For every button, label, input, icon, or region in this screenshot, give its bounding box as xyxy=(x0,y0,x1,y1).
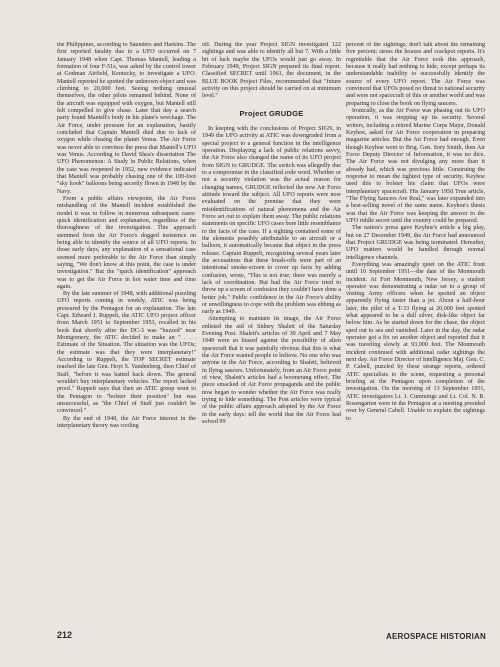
paragraph: Everything was amazingly quiet on the ATIC front until 10 September 1951—the date of the Monmouth incident. At Fort Monmouth, New Jersey, a student operator was demonstrating a radar set to a group of visiting Army officers when he spotted an object apparently flying faster than a jet. About a half-hour later, the pilot of a T-33 flying at 20,000 feet spotted what appeared to be a dull silver, disk-like object far below him. As he started down for the chase, the object sped out to sea and vanished. Later in the day, the radar operator got a fix on another object and reported that it was traveling slowly at 93,000 feet. The Monmouth incident continued with additional radar sightings the next day. Air Force Director of Intelligence Maj. Gen. C. P. Cabell, puzzled by these strange reports, ordered ATIC specialists to the scene, requesting a personal briefing at the Pentagon upon completion of the investigation. On the morning of 13 September 1951, ATIC investigators Lt. J. Cummings and Lt. Col. N. R. Rosengarten were in the Pentagon at a meeting presided over by General Cabell. Unable to explain the sightings to xyxy=(346,261,485,422)
text-column-2 xyxy=(202,42,341,627)
paragraph: percent of the sightings; don't talk about the remaining five percent; stress the hoaxes and crackpot reports. It's regrettable that the Air Force took this approach, because it really had nothing to hide, except perhaps its understandable inability to successfully identify the source of every UFO report. The Air Force was convinced that UFOs posed no threat to national security and were not spacecraft of this or another world and was preparing to close the book on flying saucers. xyxy=(346,42,485,107)
paragraph: In keeping with the conclusions of Project SIGN, in 1949 the UFO activity at ATIC was downgraded from a special project to a general function in the intelligence operation. Displaying a lack of public relations savvy, the Air Force also changed the name of its UFO project from SIGN to GRUDGE. The switch was allegedly due to a compromise in the classified code word. Whether or not a security violation was the actual reason for changing names, GRUDGE reflected the new Air Force attitude toward the subject. All UFO reports were now evaluated on the premise that they were misidentifications of natural phenomena and the Air Force set out to explain them away. The public relations statements on specific UFO cases bore little resemblance to the facts of the case. If a sighting contained some of the elements possibly attributable to an aircraft or a balloon, it automatically became that object in the press release. Captain Ruppelt, recognizing several years later the accusations that these brush-offs were part of an intentional smoke-screen to cover up facts by adding confusion, wrote, "This is not true; there was merely a lack of coordination. But had the Air Force tried to throw up a screen of confusion they couldn't have done a better job." Public confidence in the Air Force's ability or unwillingness to cope with the problem was ebbing as early as 1949. xyxy=(202,125,341,316)
page-number: 212 xyxy=(57,630,73,640)
publication-title: AEROSPACE HISTORIAN xyxy=(386,632,486,641)
paragraph: off. During the year Project SIGN investigated 122 sightings and was able to identify all but 7. With a little bit of luck maybe the UFOs would just go away. In February 1949, Project SIGN prepared its final report. Classified SECRET until 1961, the document, in the BLUE BOOK Project Files, recommended that "future activity on this project should be carried on at minimum level." xyxy=(202,42,341,100)
paragraph: By the end of 1948, the Air Force interest in the interplanetary theory was cooling xyxy=(57,415,196,430)
paragraph: Ironically, as the Air Force was phasing out its UFO operation, it was stepping up its security. Several writers, including a retired Marine Corps Major, Donald Keyhoe, asked for Air Force cooperation in preparing magazine articles. But the Air Force had enough. Even though Keyhoe went to Brig. Gen. Sory Smith, then Air Force Deputy Director of Information, it was no dice. The Air Force was not divulging any more than it already had, which was precious little. Construing the response to mean the tightest type of security, Keyhoe used this to bolster his claim that UFOs were interplanetary spacecraft. His January 1950 True article, "The Flying Saucers Are Real," was later expanded into a best-selling novel of the same name. Keyhoe's thesis was that the Air Force was keeping the answer to the UFO riddle secret until the country could be prepared. xyxy=(346,107,485,224)
paragraph: Attempting to maintain its image, the Air Force enlisted the aid of Sidney Shalett of the Saturday Evening Post. Shalett's articles of 30 April and 7 May 1949 were so biased against the possibility of alien spacecraft that it was painfully obvious that this is what the Air Force wanted people to believe. No one who was anyone in the Air Force, according to Shalett, believed in flying saucers. Unfortunately, from an Air Force point of view, Shalett's articles had a boomerang effect. The piece smacked of Air Force propaganda and the public now began to wonder whether the Air Force was really trying to hide something. The Post articles were typical of the public affairs approach adopted by the Air Force in the early days: tell the world that the Air Force had solved 99 xyxy=(202,316,341,426)
paragraph: The nation's press gave Keyhoe's article a big play, but on 27 December 1949, the Air Force had announced that Project GRUDGE was being terminated. Hereafter, UFO matters would be handled through normal intelligence channels. xyxy=(346,225,485,261)
paragraph: From a public affairs viewpoint, the Air Force mishandling of the Mantell incident established the model it was to follow in numerous subsequent cases: quick identification and explanation, regardless of the thoroughness of the investigation. This approach stemmed from the Air Force's dogged insistence on being able to identify the source of all UFO reports. In those early days, any explanation of a sensational case seemed more preferable to the Air Force than simply saying, "We don't know at this point, the case is under investigation." But the "quick identification" approach was to get the Air Force in hot water time and time again. xyxy=(57,195,196,290)
text-column-3 xyxy=(346,42,485,627)
text-column-1 xyxy=(57,42,196,627)
paragraph: the Philippines, according to Saunders and Harkins. The first reported fatality due to a UFO occurred on 7 January 1948 when Capt. Thomas Mantell, leading a formation of four F-51s, was asked by the control tower at Godman Airfield, Kentucky, to investigate a UFO. Mantell reported he spotted the unknown object and was climbing to 20,000 feet. Seeing nothing unusual themselves, the other pilots remained behind. None of the aircraft was equipped with oxygen, but Mantell still felt compelled to give chase. Later that day a search party found Mantell's body in his plane's wreckage. The Air Force, under pressure for an explanation, hastily concluded that Captain Mantell died due to lack of oxygen while chasing the planet Venus. The Air Force was never able to convince the press that Mantell's UFO was Venus. According to David Shea's dissertation The UFO Phenomenon: A Study in Public Relations, when the case was reopened in 1952, new evidence indicated that Mantell was probably chasing one of the 100-foot "sky hook" balloons being secretly flown in 1948 by the Navy. xyxy=(57,42,196,195)
section-heading: Project GRUDGE xyxy=(239,108,304,118)
paragraph: By the late summer of 1948, with additional puzzling UFO reports coming in weekly, ATIC was being pressured by the Pentagon for an explanation. The late Capt. Edward J. Ruppelt, the ATIC UFO project officer from March 1951 to September 1953, recalled in his book that shortly after the DC-3 was "buzzed" near Montgomery, the ATIC decided to make an " . . . Estimate of the Situation. The situation was the UFOs; the estimate was that they were interplanetary!" According to Ruppelt, the TOP SECRET estimate reached the late Gen. Hoyt S. Vandenberg, then Chief of Staff, "before it was batted back down. The general wouldn't buy interplanetary vehicles. The report lacked proof." Ruppelt says that then an ATIC group went to the Pentagon to "bolster their position" but was unsuccessful, as "the Chief of Staff just couldn't be convinced." xyxy=(57,291,196,415)
